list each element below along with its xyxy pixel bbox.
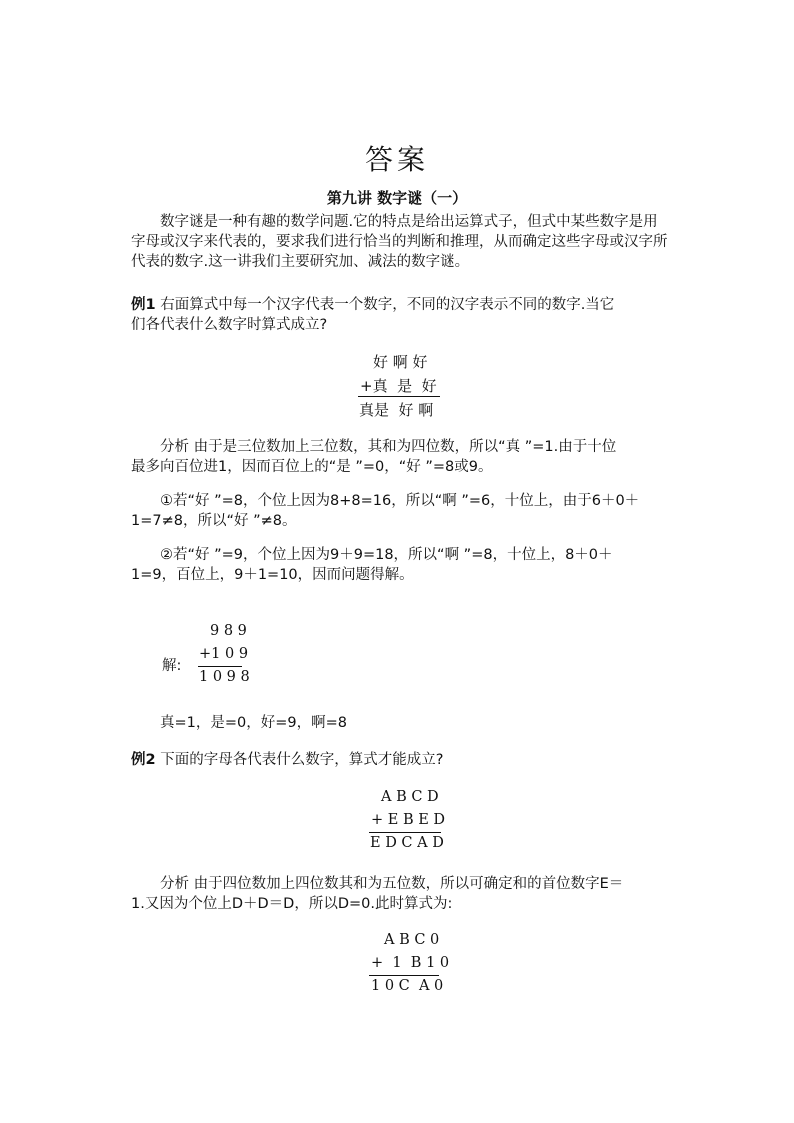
example1-answer: 真=1，是=0，好=9，啊=8: [160, 715, 347, 731]
example2-equation-row1: A B C D: [381, 789, 439, 805]
example2-question-text: 下面的字母各代表什么数字，算式才能成立?: [155, 752, 444, 768]
example1-sum-line: [358, 396, 440, 397]
example1-case2-line2: 1=9，百位上，9＋1=10，因而问题得解。: [131, 567, 414, 583]
example1-analysis-line2: 最多向百位进1，因而百位上的“是 ”=0，“好 ”=8或9。: [131, 459, 493, 475]
example1-case2-line1: ②若“好 ”=9，个位上因为9＋9=18，所以“啊 ”=8，十位上，8＋0＋: [160, 547, 613, 563]
example1-question-line2: 们各代表什么数字时算式成立?: [131, 317, 328, 333]
solution-row2: +1 0 9: [199, 646, 249, 662]
example1-analysis-line1: 分析 由于是三位数加上三位数，其和为四位数，所以“真 ”=1.由于十位: [160, 439, 617, 455]
example2-equation2-row2: + 1 B 1 0: [371, 955, 450, 971]
example2-sum-line: [369, 832, 441, 833]
example1-question-line1: [131, 295, 614, 315]
example2-analysis-line1: 分析 由于四位数加上四位数其和为五位数，所以可确定和的首位数字E＝: [160, 876, 624, 892]
example2-question: [131, 750, 443, 770]
example2-analysis-line2: 1.又因为个位上D＋D＝D，所以D=0.此时算式为:: [131, 896, 453, 912]
example2-label: 例2: [131, 752, 156, 768]
example2-equation-row2: + E B E D: [371, 812, 446, 828]
example1-case1-line1: ①若“好 ”=8，个位上因为8+8=16，所以“啊 ”=6，十位上，由于6＋0＋: [160, 493, 640, 509]
page-title: 答案: [364, 143, 429, 176]
intro-paragraph: 数字谜是一种有趣的数学问题.它的特点是给出运算式子，但式中某些数字是用字母或汉字来代表的，要求我们进行恰当的判断和推理，从而确定这些字母或汉字所代表的数字.这一讲我们主要研究加、减法的数字谜。: [131, 214, 668, 270]
example1-equation-row2: +真 是 好: [360, 377, 437, 395]
solution-row3: 1 0 9 8: [199, 669, 250, 685]
example1-question-text: 右面算式中每一个汉字代表一个数字，不同的汉字表示不同的数字.当它: [155, 297, 615, 313]
example1-equation-row3: 真是 好 啊: [359, 401, 434, 419]
example2-equation2-row1: A B C 0: [384, 932, 440, 948]
lesson-subtitle: 第九讲 数字谜（一）: [326, 189, 468, 207]
example1-equation-row1: 好 啊 好: [373, 353, 428, 371]
example2-equation2-row3: 1 0 C A 0: [371, 978, 444, 994]
example2-equation-row3: E D C A D: [370, 835, 444, 851]
example1-case1-line2: 1=7≠8，所以“好 ”≠8。: [131, 513, 297, 529]
example1-label: 例1: [131, 297, 156, 313]
solution-sum-line: [198, 666, 242, 667]
solution-row1: 9 8 9: [210, 623, 247, 639]
solution-label: 解:: [162, 658, 182, 674]
example2-equation2-sum-line: [369, 975, 439, 976]
